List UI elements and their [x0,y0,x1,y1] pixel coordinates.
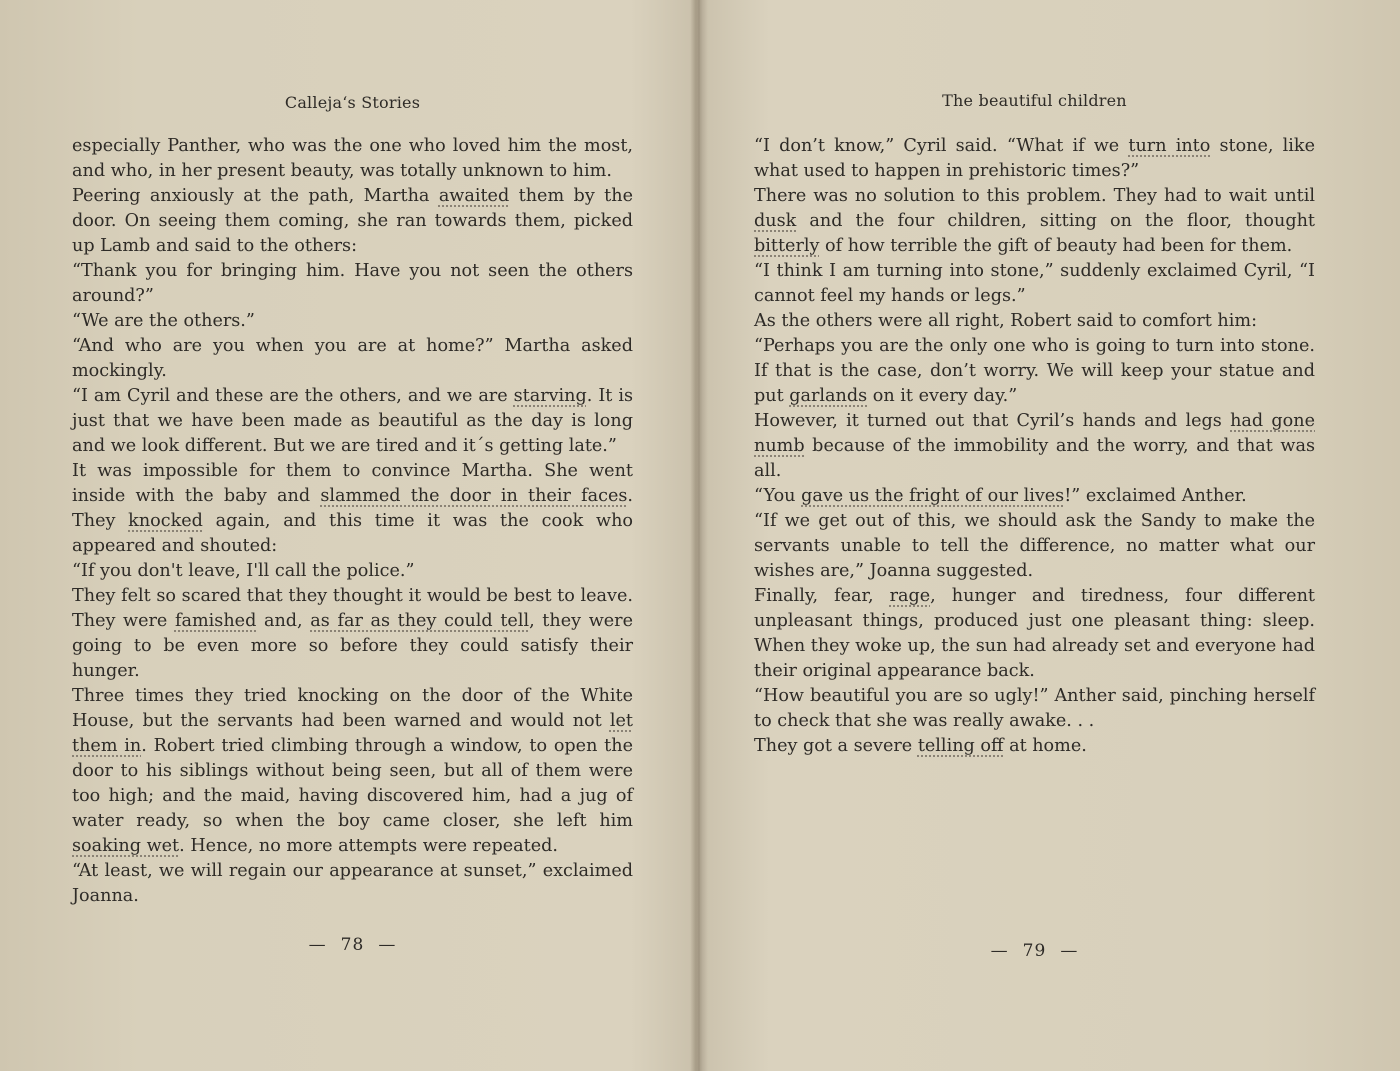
paragraph [72,684,633,859]
text-run: , they were going to be even more so before they could satisfy their hunger. [72,611,633,681]
right-page [754,0,1315,1071]
text-run: them by the door. On seeing them coming, she ran towards them, picked up Lamb and said to the others: [72,186,633,256]
text-run: especially Panther, who was the one who loved him the most, and who, in her present beauty, was totally unknown to him. [72,136,633,181]
vocabulary-term: telling off [917,736,1004,756]
text-run: because of the immobility and the worry, and that was all. [754,436,1315,481]
paragraph [72,134,633,184]
text-run: “I don’t know,” Cyril said. “What if we [754,136,1129,156]
paragraph [754,409,1315,484]
text-run: “Thank you for bringing him. Have you not seen the others around?” [72,261,633,306]
paragraph [72,259,633,309]
text-run: “At least, we will regain our appearance at sunset,” exclaimed Joanna. [72,861,633,906]
folio-dash: — [1060,941,1079,961]
book-gutter [690,0,708,1071]
vocabulary-term: famished [174,611,257,631]
text-run: It was impossible for them to convince Martha. She went inside with the baby and [72,461,633,506]
vocabulary-term: rage [889,586,931,606]
text-run: “If you don't leave, I'll call the police.” [72,561,415,581]
text-run: on it every day.” [867,386,1018,406]
text-run: “I am Cyril and these are the others, and we are [72,386,514,406]
folio-dash: — [308,935,327,955]
vocabulary-term: turn into [1128,136,1211,156]
text-run: They felt so scared that they thought it would be best to leave. They were [72,586,633,631]
text-run: . They [72,486,633,531]
folio-dash: — [378,935,397,955]
right-page-number [754,941,1315,961]
text-run: of how terrible the gift of beauty had been for them. [819,236,1293,256]
text-run: , hunger and tiredness, four different unpleasant things, produced just one pleasant thing: sleep. When they woke up, the sun had already set and everyone had their original appearance back. [754,586,1315,681]
paragraph [754,334,1315,409]
text-run: again, and this time it was the cook who appeared and shouted: [72,511,634,556]
left-running-head: Calleja‘s Stories [284,93,421,112]
text-run: “You [754,486,802,506]
text-run: . It is just that we have been made as beautiful as the day is long and we look different. But we are tired and it´s getting late.” [72,386,633,456]
paragraph [72,859,633,909]
paragraph [72,559,633,584]
paragraph [72,584,633,684]
paragraph [754,259,1315,309]
vocabulary-term: slammed the door in their faces [320,486,628,506]
vocabulary-term: soaking wet [72,836,180,856]
left-page-body [72,134,633,909]
paragraph [72,334,633,384]
text-run: Finally, fear, [754,586,890,606]
text-run: . Hence, no more attempts were repeated. [179,836,558,856]
left-page [72,0,633,1071]
vocabulary-term: bitterly [754,236,820,256]
vocabulary-term: as far as they could tell [310,611,530,631]
vocabulary-term: knocked [128,511,203,531]
text-run: . Robert tried climbing through a window, to open the door to his siblings without being seen, but all of them were too high; and the maid, having discovered him, had a jug of water ready, so when the boy came closer, she left him [72,736,633,831]
text-run: stone, like what used to happen in prehistoric times?” [754,136,1316,181]
paragraph [72,184,633,259]
vocabulary-term: dusk [754,211,797,231]
text-run: “We are the others.” [72,311,255,331]
paragraph [754,484,1315,509]
paragraph [754,184,1315,259]
right-page-body [754,134,1315,759]
vocabulary-term: gave us the fright of our lives [801,486,1065,506]
text-run: “How beautiful you are so ugly!” Anther said, pinching herself to check that she was really awake. . . [754,686,1315,731]
left-page-number-value: 78 [340,935,365,955]
text-run: There was no solution to this problem. They had to wait until [754,186,1315,206]
paragraph [754,684,1315,734]
vocabulary-term: garlands [789,386,868,406]
paragraph [754,734,1315,759]
paragraph [754,584,1315,684]
text-run: !” exclaimed Anther. [1064,486,1247,506]
text-run: and, [256,611,311,631]
right-page-number-value: 79 [1022,941,1047,961]
text-run: “And who are you when you are at home?” Martha asked mockingly. [72,336,633,381]
text-run: As the others were all right, Robert said to comfort him: [754,311,1257,331]
paragraph [754,509,1315,584]
text-run: They got a severe [754,736,918,756]
text-run: “I think I am turning into stone,” suddenly exclaimed Cyril, “I cannot feel my hands or legs.” [754,261,1315,306]
paragraph [72,459,633,559]
folio-dash: — [990,941,1009,961]
text-run: Three times they tried knocking on the door of the White House, but the servants had been warned and would not [72,686,633,731]
text-run: at home. [1003,736,1087,756]
vocabulary-term: awaited [438,186,510,206]
paragraph [72,309,633,334]
paragraph [754,134,1315,184]
vocabulary-term: starving [513,386,587,406]
text-run: Peering anxiously at the path, Martha [72,186,439,206]
vocabulary-term: had gone numb [754,411,1316,456]
text-run: “Perhaps you are the only one who is going to turn into stone. If that is the case, don’t worry. We will keep your statue and put [754,336,1315,406]
text-run: However, it turned out that Cyril’s hands and legs [754,411,1231,431]
text-run: and the four children, sitting on the floor, thought [796,211,1315,231]
right-running-head: The beautiful children [942,91,1127,110]
left-page-number [72,935,633,955]
paragraph [754,309,1315,334]
paragraph [72,384,633,459]
vocabulary-term: let them in [72,711,633,756]
text-run: “If we get out of this, we should ask the Sandy to make the servants unable to tell the difference, no matter what our wishes are,” Joanna suggested. [754,511,1315,581]
